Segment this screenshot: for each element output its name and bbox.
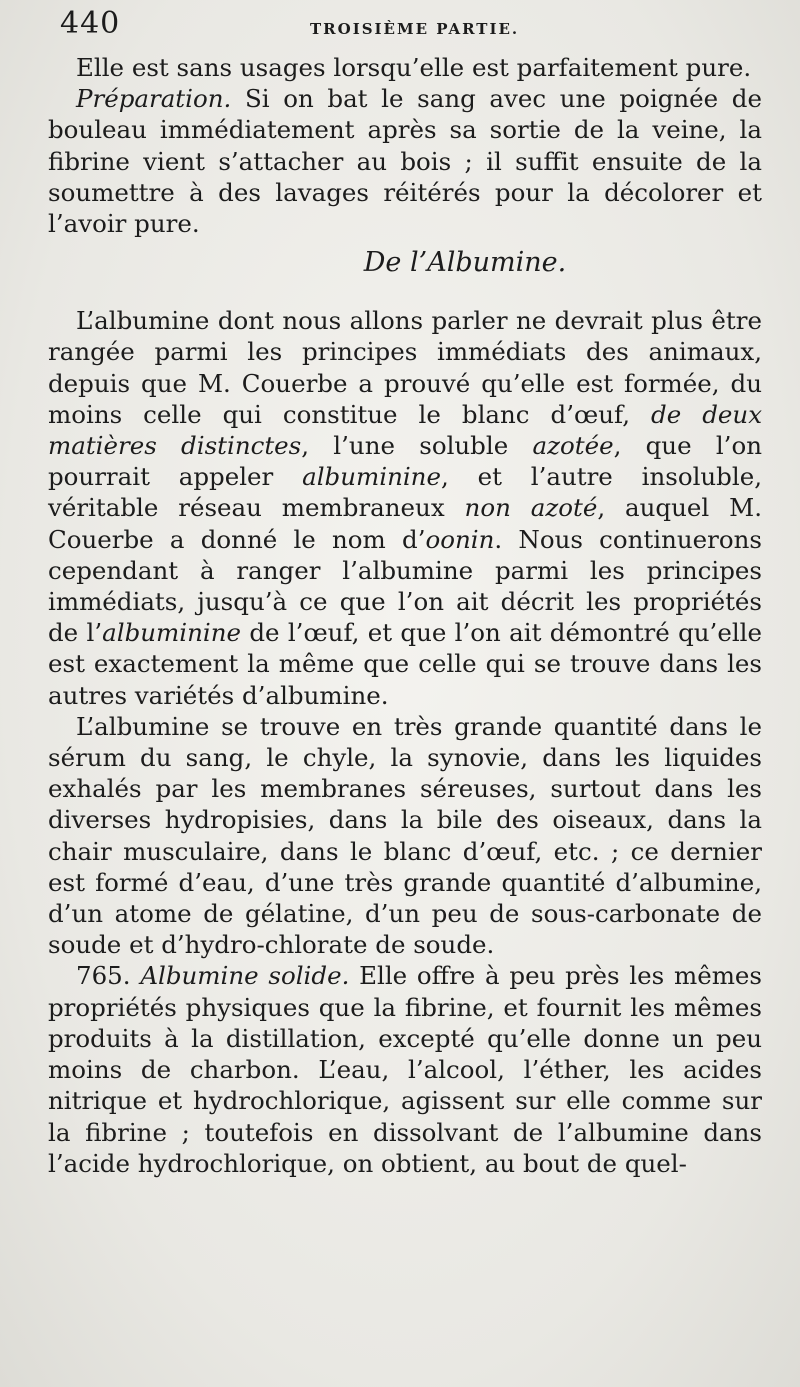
paragraph-number: 765. [76,961,131,991]
albumine-paragraph-1: L’albumine dont nous allons parler ne devrait plus être rangée parmi les principes immédiats des animaux, depuis que M. Couerbe a prouvé qu’elle est formée, du moins celle qui constitue le blanc d’œuf, de deux matières distinctes, l’une soluble azotée, que l’on pourrait appeler albuminine, et l’autre insoluble, véritable réseau membraneux non azoté, auquel M. Couerbe a donné le nom d’oonin. Nous continuerons cependant à ranger l’albumine parmi les principes immédiats, jusqu’à ce que l’on ait décrit les propriétés de l’albuminine de l’œuf, et que l’on ait démontré qu’elle est exactement la même que celle qui se trouve dans les autres variétés d’albumine. [48,306,763,710]
albumine-solide-paragraph: 765. Albumine solide. Elle offre à peu près les mêmes propriétés physiques que la fibrine, et fournit les mêmes produits à la distillation, excepté qu’elle donne un peu moins de charbon. L’eau, l’alcool, l’éther, les acides nitrique et hydrochlorique, agissent sur elle comme sur la fibrine ; toutefois en dissolvant de l’albumine dans l’acide hydrochlorique, on obtient, au bout de quel- [48,961,762,1178]
body-text [48,52,762,1179]
preparation-label: Préparation. [76,84,232,114]
albumine-solide-label: Albumine solide. [140,961,350,991]
section-heading: De l’Albumine. [363,247,567,279]
page-number: 440 [60,6,121,41]
page-header [60,6,770,46]
running-head: TROISIÈME PARTIE. [310,20,520,38]
albumine-paragraph-2: L’albumine se trouve en très grande quantité dans le sérum du sang, le chyle, la synovie, dans les liquides exhalés par les membranes séreuses, surtout dans les diverses hydropisies, dans la bile des oiseaux, dans la chair musculaire, dans le blanc d’œuf, etc. ; ce dernier est formé d’eau, d’une très grande quantité d’albumine, d’un atome de gélatine, d’un peu de sous-carbonate de soude et d’hydro-chlorate de soude. [48,711,762,960]
fibrine-usage-line: Elle est sans usages lorsqu’elle est parfaitement pure. [76,53,752,82]
preparation-paragraph: Préparation. Si on bat le sang avec une poignée de bouleau immédiatement après sa sortie de la veine, la fibrine vient s’attacher au bois ; il suffit ensuite de la soumettre à des lavages réitérés pour la décolorer et l’avoir pure. [48,84,762,239]
